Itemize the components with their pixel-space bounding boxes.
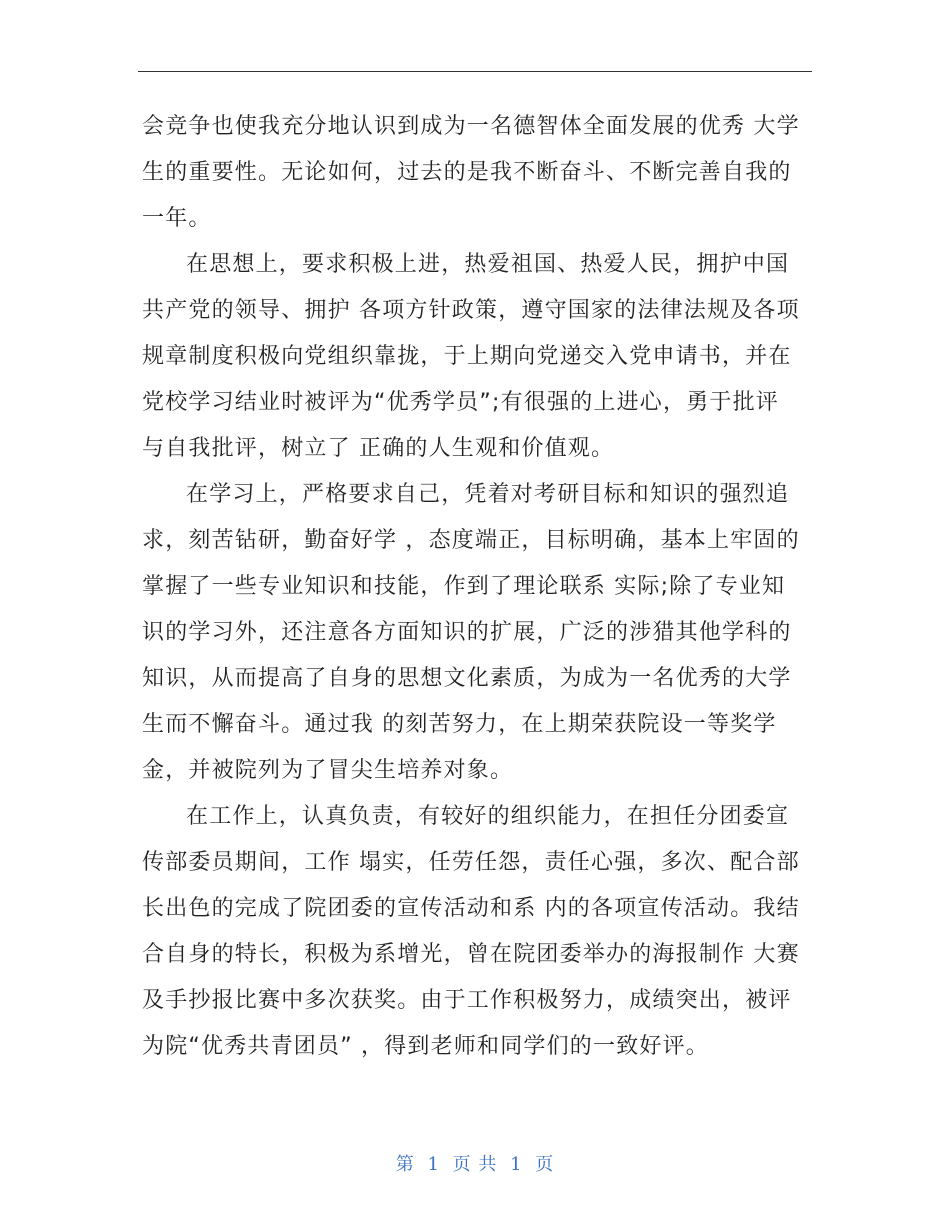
text-line: 规章制度积极向党组织靠拢，于上期向党递交入党申请书，并在	[142, 344, 792, 369]
text-line: 金，并被院列为了冒尖生培养对象。	[142, 758, 514, 783]
text-line: 及手抄报比赛中多次获奖。由于工作积极努力，成绩突出，被评	[142, 988, 792, 1013]
footer-middle: 页 共	[452, 1154, 498, 1175]
text-line: 识的学习外，还注意各方面知识的扩展，广泛的涉猎其他学科的	[142, 620, 792, 645]
footer-page-total: 1	[510, 1154, 523, 1175]
footer-page-number: 1	[427, 1154, 440, 1175]
text-line: 在思想上，要求积极上进，热爱祖国、热爱人民，拥护中国	[186, 252, 790, 277]
text-line: 知识，从而提高了自身的思想文化素质，为成为一名优秀的大学	[142, 666, 792, 691]
text-line: 为院“优秀共青团员” ，得到老师和同学们的一致好评。	[142, 1034, 709, 1059]
footer-prefix: 第	[395, 1154, 415, 1175]
page-footer	[0, 1150, 950, 1176]
text-line: 在学习上，严格要求自己，凭着对考研目标和知识的强烈追	[186, 482, 790, 507]
text-line: 求，刻苦钻研，勤奋好学 ，态度端正，目标明确，基本上牢固的	[142, 528, 800, 553]
text-line: 共产党的领导、拥护 各项方针政策，遵守国家的法律法规及各项	[142, 298, 800, 323]
text-line: 与自我批评，树立了 正确的人生观和价值观。	[142, 436, 615, 461]
text-line: 长出色的完成了院团委的宣传活动和系 内的各项宣传活动。我结	[142, 896, 800, 921]
text-line: 在工作上，认真负责，有较好的组织能力，在担任分团委宣	[186, 804, 790, 829]
text-line: 掌握了一些专业知识和技能，作到了理论联系 实际;除了专业知	[142, 574, 786, 599]
text-line: 合自身的特长，积极为系增光，曾在院团委举办的海报制作 大赛	[142, 942, 800, 967]
footer-suffix: 页	[535, 1154, 555, 1175]
text-line: 会竞争也使我充分地认识到成为一名德智体全面发展的优秀 大学	[142, 114, 800, 139]
document-body	[142, 104, 804, 1070]
text-line: 生而不懈奋斗。通过我 的刻苦努力，在上期荣获院设一等奖学	[142, 712, 777, 737]
header-rule	[138, 71, 812, 72]
text-line: 生的重要性。无论如何，过去的是我不断奋斗、不断完善自我的	[142, 160, 792, 185]
text-line: 一年。	[142, 206, 212, 231]
text-line: 党校学习结业时被评为“优秀学员”;有很强的上进心，勇于批评	[142, 390, 780, 415]
text-line: 传部委员期间，工作 塌实，任劳任怨，责任心强，多次、配合部	[142, 850, 800, 875]
